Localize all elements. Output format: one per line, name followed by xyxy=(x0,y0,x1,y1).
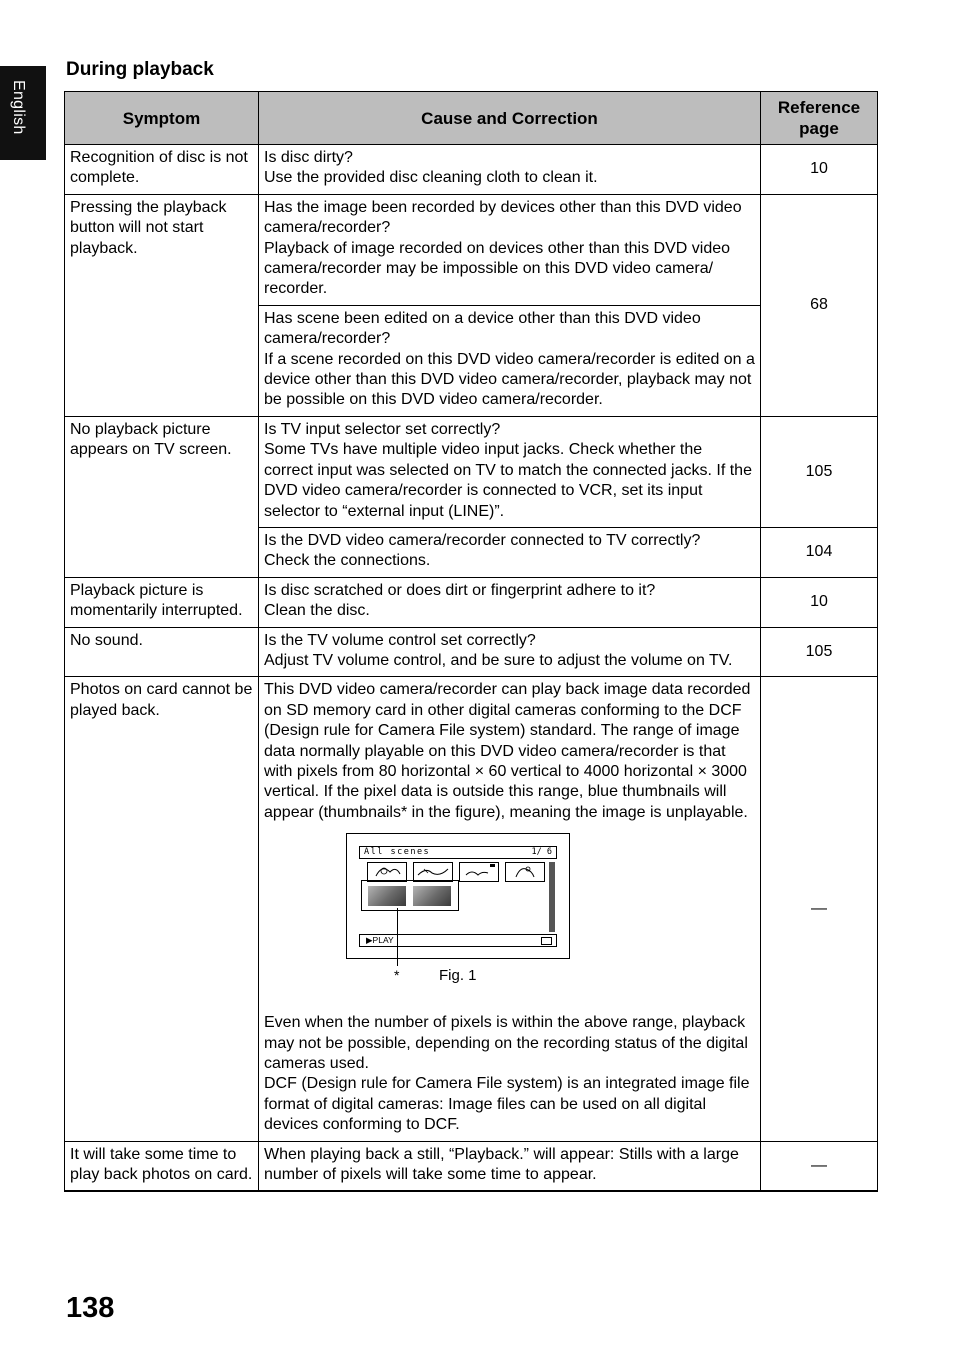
screen-counter: 1/ 6 xyxy=(531,847,552,858)
header-cause: Cause and Correction xyxy=(259,92,761,145)
cause-correction: Adjust TV volume control, and be sure to adjust the volume on TV. xyxy=(264,651,733,669)
cause-note: DCF (Design rule for Camera File system) is an integrated image file format of digital cameras: Image files can be used on all digital devices conforming to DCF. xyxy=(264,1075,750,1134)
cause-cell xyxy=(259,527,761,577)
symptom-cell: Recognition of disc is not complete. xyxy=(65,145,259,195)
thumbnail xyxy=(459,862,499,882)
thumbnail-drawing-icon xyxy=(414,863,452,881)
table-row xyxy=(65,1141,878,1191)
thumbnail xyxy=(505,862,545,882)
reference-cell: 104 xyxy=(761,527,878,577)
symptom-cell: No playback picture appears on TV screen. xyxy=(65,416,259,577)
playback-screen-illustration xyxy=(346,833,570,959)
symptom-cell: Photos on card cannot be played back. xyxy=(65,677,259,1141)
reference-cell: 10 xyxy=(761,145,878,195)
cause-question: Is disc dirty? xyxy=(264,149,353,166)
figure-1 xyxy=(264,833,755,1005)
cause-cell xyxy=(259,194,761,305)
language-tab xyxy=(0,66,46,160)
play-icon: ▶ xyxy=(366,935,373,946)
symptom-cell: No sound. xyxy=(65,627,259,677)
selection-frame xyxy=(361,880,459,911)
table-row xyxy=(65,627,878,677)
play-indicator xyxy=(366,935,394,946)
table-header-row xyxy=(65,92,878,145)
cause-question: Is disc scratched or does dirt or fingerprint adhere to it? xyxy=(264,581,656,599)
thumbnail xyxy=(367,862,407,882)
cause-correction: Some TVs have multiple video input jacks. Check whether the correct input was selected on TV to match the connected jacks. If the DVD video camera/recorder is connected to VCR, set its input selector to “external input (LINE)”. xyxy=(264,441,752,520)
callout-asterisk: * xyxy=(394,967,400,984)
symptom-cell: Pressing the playback button will not start playback. xyxy=(65,194,259,416)
screen-status-bar xyxy=(359,934,557,947)
figure-caption: Fig. 1 xyxy=(439,967,477,985)
cause-cell xyxy=(259,305,761,416)
language-tab-label: English xyxy=(10,80,27,135)
screen-title: All scenes xyxy=(364,847,431,858)
reference-cell: — xyxy=(761,1141,878,1191)
table-row xyxy=(65,416,878,527)
reference-cell: 68 xyxy=(761,194,878,416)
section-title: During playback xyxy=(66,59,214,80)
troubleshooting-table xyxy=(64,91,878,1192)
cause-explanation: This DVD video camera/recorder can play back image data recorded on SD memory card in other digital cameras conforming to the DCF (Design rule for Camera File system) standard. The range of image data normally playable on this DVD video camera/recorder is that with pixels from 80 horizontal × 60 vertical to 4000 horizontal × 3000 vertical. If the pixel data is outside this range, blue thumbnails will appear (thumbnails* in the figure), meaning the image is unplayable. xyxy=(264,681,751,821)
page-number: 138 xyxy=(66,1292,115,1324)
cause-cell xyxy=(259,677,761,1141)
cause-cell xyxy=(259,627,761,677)
header-reference: Reference page xyxy=(761,92,878,145)
thumbnail xyxy=(413,862,453,882)
reference-cell: 10 xyxy=(761,577,878,627)
table-row xyxy=(65,677,878,1141)
cause-cell xyxy=(259,577,761,627)
symptom-cell: It will take some time to play back photos on card. xyxy=(65,1141,259,1191)
play-label: PLAY xyxy=(372,935,394,946)
screen-scrollbar xyxy=(549,862,555,932)
thumbnail-drawing-icon xyxy=(460,863,498,881)
table-row xyxy=(65,145,878,195)
thumbnail-drawing-icon xyxy=(506,863,544,881)
cause-correction: Clean the disc. xyxy=(264,602,370,620)
table-row xyxy=(65,194,878,305)
cause-cell xyxy=(259,1141,761,1191)
cause-correction: Use the provided disc cleaning cloth to clean it. xyxy=(264,169,598,187)
cause-cell xyxy=(259,145,761,195)
callout-line xyxy=(397,908,398,966)
cause-question: Has scene been edited on a device other than this DVD video camera/recorder? xyxy=(264,309,701,348)
cause-explanation: When playing back a still, “Playback.” will appear: Stills with a large number of pixels will take some time to appear. xyxy=(264,1145,739,1184)
cause-question: Is the TV volume control set correctly? xyxy=(264,631,536,649)
table-row xyxy=(65,577,878,627)
screen-title-bar xyxy=(359,846,557,859)
header-symptom: Symptom xyxy=(65,92,259,145)
cause-correction: If a scene recorded on this DVD video camera/recorder is edited on a device other than this DVD video camera/recorder, playback may not be possible on this DVD video camera/recorder. xyxy=(264,350,755,409)
symptom-cell: Playback picture is momentarily interrupted. xyxy=(65,577,259,627)
cause-cell xyxy=(259,416,761,527)
reference-cell: 105 xyxy=(761,627,878,677)
cause-question: Is the DVD video camera/recorder connected to TV correctly? xyxy=(264,531,701,549)
thumbnail-drawing-icon xyxy=(368,863,406,881)
reference-cell: 105 xyxy=(761,416,878,527)
cause-correction: Playback of image recorded on devices other than this DVD video camera/recorder may be impossible on this DVD video camera/ recorder. xyxy=(264,239,731,298)
menu-icon xyxy=(541,937,552,945)
cause-note: Even when the number of pixels is within the above range, playback may not be possible, depending on the recording status of the digital cameras used. xyxy=(264,1014,748,1072)
reference-cell: — xyxy=(761,677,878,1141)
cause-correction: Check the connections. xyxy=(264,552,431,570)
cause-question: Is TV input selector set correctly? xyxy=(264,420,501,438)
cause-question: Has the image been recorded by devices other than this DVD video camera/recorder? xyxy=(264,198,742,237)
